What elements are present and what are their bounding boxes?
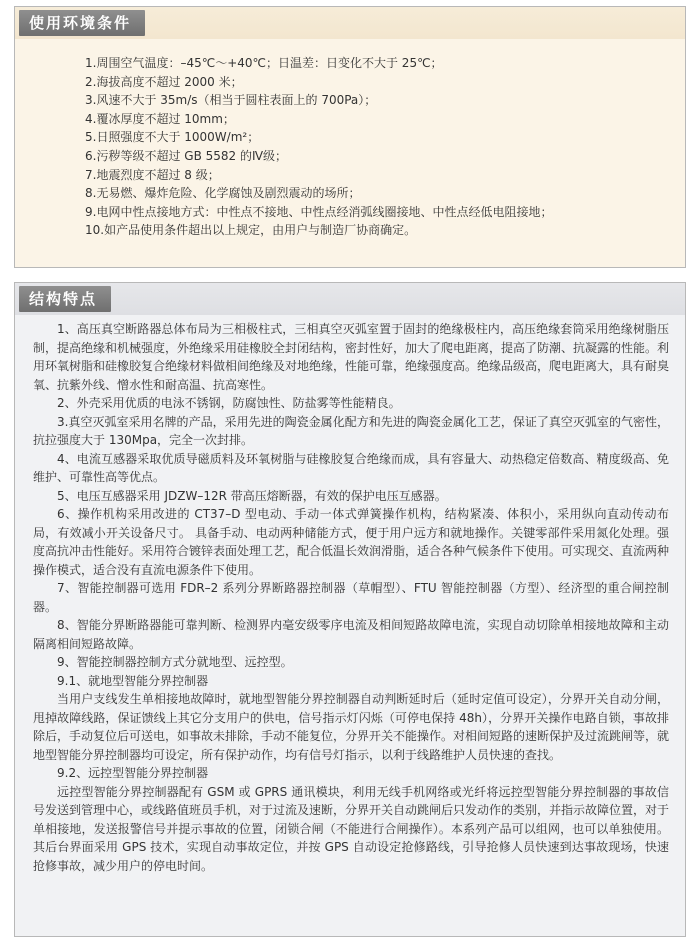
feature-paragraph-9: 9、智能控制器控制方式分就地型、远控型。 <box>57 655 293 669</box>
feature-paragraph-6: 6、操作机构采用改进的 CT37–D 型电动、手动一体式弹簧操作机构，结构紧凑、体积小，采用纵向直动传动布局，有效减小开关设备尺寸。 具备手动、电动两种储能方式，便于用户远方和就地操作。关键零部件采用氮化处理。强度高抗冲击性能好。采用符合镀锌表面处理工艺，配合低温长效润滑脂，适合各种气候条件下使用。可实现交、直流两种操作模式，适合没有直流电源条件下使用。 <box>33 507 670 577</box>
feature-paragraph-8: 8、智能分界断路器能可靠判断、检测界内毫安级零序电流及相间短路故障电流，实现自动切除单相接地故障和主动隔离相间短路故障。 <box>33 618 669 651</box>
environment-conditions-panel <box>14 6 686 268</box>
feature-paragraph-9-1: 当用户支线发生单相接地故障时，就地型智能分界控制器自动判断延时后（延时定值可设定），分界开关自动分闸，甩掉故障线路，保证馈线上其它分支用户的供电，信号指示灯闪烁（可停电保持 48h），分界开关操作电路自锁，事故排除后，手动复位后可送电，如事故未排除，手动不能复位，分界开关不能操作。对相间短路的速断保护及过流跳闸等，就地型智能分界控制器均可设定，所有保护动作，均有信号灯指示，以利于线路维护人员快速的查找。 <box>33 692 670 762</box>
environment-title-bar <box>15 7 685 39</box>
environment-title: 使用环境条件 <box>19 10 145 36</box>
structure-title-bar <box>15 283 685 315</box>
feature-paragraph-2: 2、外壳采用优质的电泳不锈钢，防腐蚀性、防盐雾等性能精良。 <box>57 396 401 410</box>
feature-paragraph-9-2: 远控型智能分界控制器配有 GSM 或 GPRS 通讯模块，利用无线手机网络或光纤将远控型智能分界控制器的事故信号发送到管理中心，或线路值班员手机，对于过流及速断，分界开关自动跳闸后只发动作的类别，并指示故障位置，对于单相接地，发送报警信号并提示事故的位置，闭锁合闸（不能进行合闸操作）。本系列产品可以组网，也可以单独使用。其后台界面采用 GPS 技术，实现自动事故定位，并按 GPS 自动设定抢修路线，引导抢修人员快速到达事故现场，快速抢修事故，减少用户的停电时间。 <box>33 784 670 873</box>
feature-paragraph-7: 7、智能控制器可选用 FDR–2 系列分界断路器控制器（草帽型）、FTU 智能控制器（方型）、经济型的重合闸控制器。 <box>33 581 669 614</box>
env-item-3: 3.风速不大于 35m/s（相当于圆柱表面上的 700Pa）； <box>85 93 377 108</box>
structure-features-body <box>33 320 669 875</box>
feature-subheading-9-2: 9.2、远控型智能分界控制器 <box>57 766 209 780</box>
feature-paragraph-3: 3.真空灭弧室采用名牌的产品，采用先进的陶瓷金属化配方和先进的陶瓷金属化工艺，保证了真空灭弧室的气密性，抗拉强度大于 130Mpa，完全一次封排。 <box>33 414 669 447</box>
feature-paragraph-4: 4、电流互感器采取优质导磁质料及环氧树脂与硅橡胶复合绝缘而成，具有容量大、动热稳定倍数高、精度级高、免维护、可靠性高等优点。 <box>33 451 669 484</box>
env-item-4: 4.覆冰厚度不超过 10mm； <box>85 111 235 126</box>
environment-conditions-list <box>85 54 552 240</box>
env-item-1: 1.周围空气温度：–45℃～+40℃；日温差：日变化不大于 25℃； <box>85 56 443 70</box>
env-item-10: 10.如产品使用条件超出以上规定，由用户与制造厂协商确定。 <box>85 223 417 238</box>
feature-paragraph-5: 5、电压互感器采用 JDZW–12R 带高压熔断器，有效的保护电压互感器。 <box>57 488 447 503</box>
env-item-6: 6.污秽等级不超过 GB 5582 的Ⅳ级； <box>85 148 288 163</box>
env-item-9: 9.电网中性点接地方式：中性点不接地、中性点经消弧线圈接地、中性点经低电阻接地； <box>85 204 553 219</box>
feature-subheading-9-1: 9.1、就地型智能分界控制器 <box>57 673 209 688</box>
env-item-5: 5.日照强度不大于 1000W/m²； <box>85 130 260 145</box>
env-item-7: 7.地震烈度不超过 8 级； <box>85 167 220 182</box>
feature-paragraph-1: 1、高压真空断路器总体布局为三相极柱式，三相真空灭弧室置于固封的绝缘极柱内，高压绝缘套筒采用绝缘树脂压制，提高绝缘和机械强度，外绝缘采用硅橡胶全封闭结构，密封性好，加大了爬电距离，提高了防潮、抗凝露的性能。利用环氧树脂和硅橡胶复合绝缘材料做相间绝缘及对地绝缘，性能可靠，绝缘强度高。绝缘品级高，爬电距离大，具有耐臭氧、抗紫外线、憎水性和耐高温、抗高寒性。 <box>33 322 670 392</box>
structure-title: 结构特点 <box>19 286 111 312</box>
env-item-2: 2.海拔高度不超过 2000 米； <box>85 74 243 89</box>
structure-features-panel <box>14 282 686 937</box>
env-item-8: 8.无易燃、爆炸危险、化学腐蚀及剧烈震动的场所； <box>85 186 361 201</box>
